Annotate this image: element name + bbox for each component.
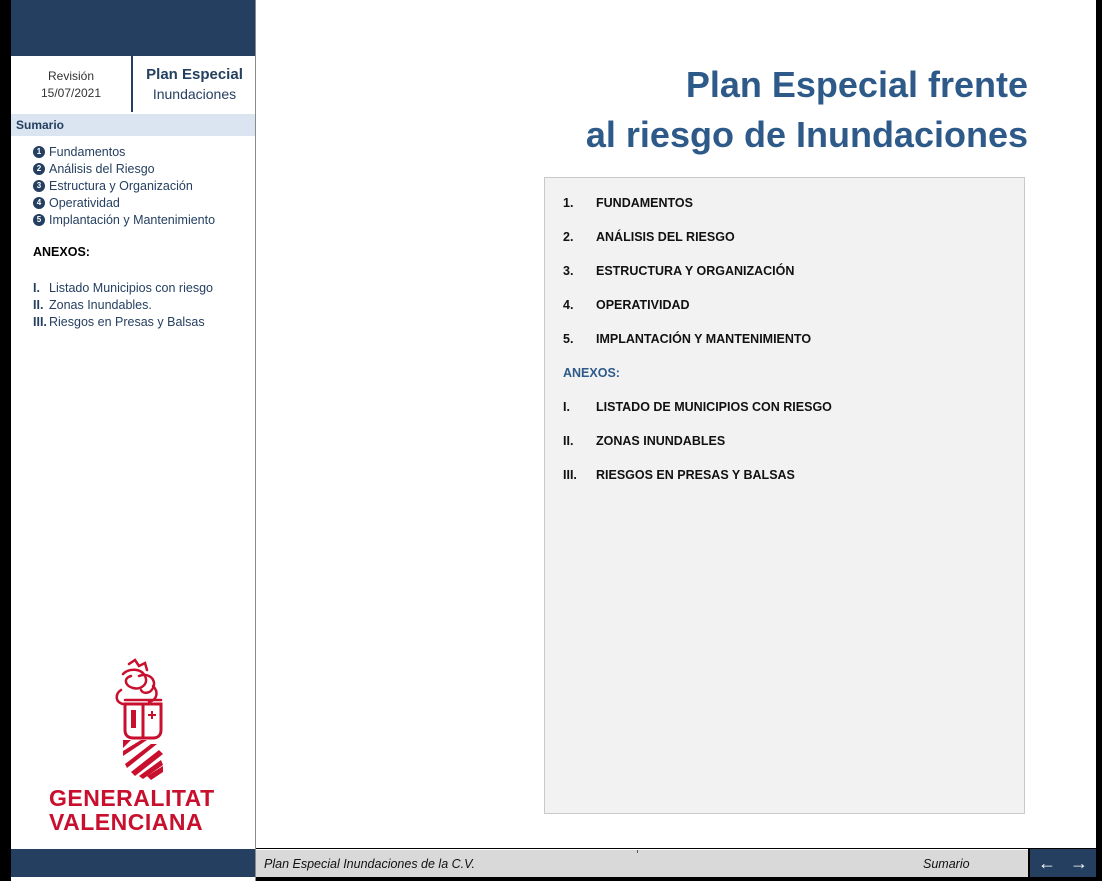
sidebar-footer-band <box>11 849 255 877</box>
toc-number: 1. <box>563 196 574 210</box>
toc-label: OPERATIVIDAD <box>596 298 690 312</box>
toc-item-fundamentos[interactable] <box>563 192 1024 226</box>
toc-number: 4. <box>563 298 574 312</box>
sidebar-item-label: Zonas Inundables. <box>49 297 152 312</box>
toc-label: ESTRUCTURA Y ORGANIZACIÓN <box>596 264 795 278</box>
sidebar-item-operatividad[interactable] <box>33 194 253 211</box>
sidebar-item-label: Riesgos en Presas y Balsas <box>49 314 205 329</box>
sidebar-item-label: Listado Municipios con riesgo <box>49 280 213 295</box>
toc-number: II. <box>563 434 574 448</box>
annex-number: II. <box>33 297 44 312</box>
main-content <box>256 0 1096 848</box>
logo-text-line-1: GENERALITAT <box>49 785 215 811</box>
number-circle-icon: 4 <box>33 197 45 209</box>
page-title-line-1: Plan Especial frente <box>685 64 1028 105</box>
toc-item-annex-zonas[interactable] <box>563 430 1024 464</box>
plan-box <box>134 56 255 112</box>
footer-bar <box>256 849 1028 877</box>
toc-number: 2. <box>563 230 574 244</box>
revision-date: 15/07/2021 <box>40 86 102 100</box>
toc-item-implantacion[interactable] <box>563 328 1024 362</box>
sidebar-item-label: Implantación y Mantenimiento <box>49 212 216 227</box>
toc-label: ANÁLISIS DEL RIESGO <box>596 230 735 244</box>
sidebar-item-label: Fundamentos <box>49 144 126 159</box>
number-circle-icon: 3 <box>33 180 45 192</box>
page-title-line-2: al riesgo de Inundaciones <box>585 114 1028 155</box>
sidebar-item-analisis[interactable] <box>33 160 253 177</box>
toc-item-analisis[interactable] <box>563 226 1024 260</box>
table-of-contents <box>544 177 1025 814</box>
logo-text-line-2: VALENCIANA <box>49 809 204 835</box>
number-circle-icon: 2 <box>33 163 45 175</box>
toc-label: LISTADO DE MUNICIPIOS CON RIESGO <box>596 400 832 414</box>
sidebar-annex-heading: ANEXOS: <box>33 245 90 259</box>
toc-label: ZONAS INUNDABLES <box>596 434 726 448</box>
number-circle-icon: 5 <box>33 214 45 226</box>
sidebar-item-label: Operatividad <box>49 195 120 210</box>
toc-item-estructura[interactable] <box>563 260 1024 294</box>
toc-label: IMPLANTACIÓN Y MANTENIMIENTO <box>596 332 812 346</box>
page-navigation <box>1030 849 1096 877</box>
sumario-section-label: Sumario <box>11 114 255 136</box>
toc-number: 3. <box>563 264 574 278</box>
sidebar-item-estructura[interactable] <box>33 177 253 194</box>
sidebar-item-annex-presas[interactable] <box>33 313 253 330</box>
sidebar-item-fundamentos[interactable] <box>33 143 253 160</box>
plan-subtitle: Inundaciones <box>152 86 237 102</box>
sidebar-header-band <box>11 0 255 56</box>
footer-divider <box>637 850 638 853</box>
toc-item-annex-municipios[interactable] <box>563 396 1024 430</box>
toc-number: I. <box>563 400 570 414</box>
toc-item-operatividad[interactable] <box>563 294 1024 328</box>
revision-label: Revisión <box>47 69 95 83</box>
generalitat-wordmark <box>49 786 219 834</box>
number-circle-icon: 1 <box>33 146 45 158</box>
sidebar-item-annex-zonas[interactable] <box>33 296 253 313</box>
toc-number: III. <box>563 468 577 482</box>
toc-annex-heading: ANEXOS: <box>563 366 620 380</box>
sidebar <box>11 0 256 881</box>
footer-section-name: Sumario <box>923 857 970 871</box>
footer-document-title: Plan Especial Inundaciones de la C.V. <box>264 857 476 871</box>
revision-box <box>11 56 133 112</box>
plan-title: Plan Especial <box>146 66 243 83</box>
sidebar-item-label: Estructura y Organización <box>49 178 193 193</box>
sidebar-item-label: Análisis del Riesgo <box>49 161 155 176</box>
sidebar-item-implantacion[interactable] <box>33 211 253 228</box>
sidebar-item-annex-municipios[interactable] <box>33 279 253 296</box>
arrow-right-icon[interactable]: → <box>1070 853 1088 873</box>
toc-label: RIESGOS EN PRESAS Y BALSAS <box>596 468 795 482</box>
annex-number: I. <box>33 280 40 295</box>
sidebar-menu <box>33 143 253 228</box>
arrow-left-icon[interactable]: ← <box>1038 853 1056 873</box>
sidebar-annex-menu <box>33 279 253 330</box>
page-title <box>586 60 1028 160</box>
annex-number: III. <box>33 314 47 329</box>
toc-item-annex-presas[interactable] <box>563 464 1024 498</box>
toc-label: FUNDAMENTOS <box>596 196 693 210</box>
toc-number: 5. <box>563 332 574 346</box>
